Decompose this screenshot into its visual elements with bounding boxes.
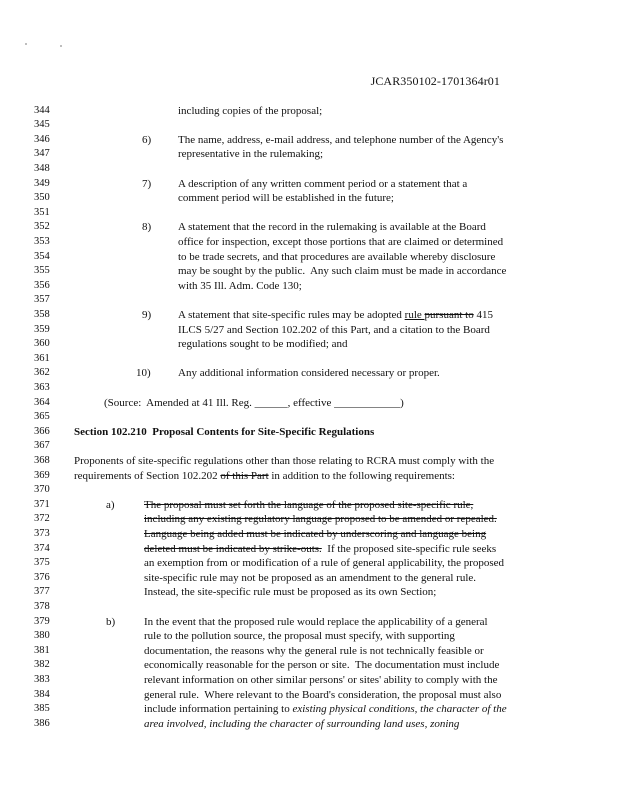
text-line bbox=[144, 703, 507, 715]
text-line bbox=[178, 148, 323, 160]
text-line bbox=[178, 236, 503, 248]
text-segment: including any existing regulatory language proposed to be amended or repealed. bbox=[144, 513, 497, 526]
line-number: 361 bbox=[34, 352, 50, 364]
text-segment: representative in the rulemaking; bbox=[178, 148, 324, 161]
text-segment: office for inspection, except those portions that are claimed or determined bbox=[178, 235, 504, 248]
line-number: 371 bbox=[34, 498, 50, 510]
text-segment: A description of any written comment period or a statement that a bbox=[178, 177, 468, 190]
text-line bbox=[178, 221, 486, 233]
text-line bbox=[144, 645, 484, 657]
text-line bbox=[144, 718, 459, 730]
line-number: 380 bbox=[34, 630, 50, 642]
scan-speck bbox=[25, 43, 27, 45]
text-line bbox=[142, 221, 151, 233]
text-line bbox=[144, 616, 488, 628]
line-number: 376 bbox=[34, 571, 50, 583]
line-number: 360 bbox=[34, 338, 50, 350]
line-number: 379 bbox=[34, 615, 50, 627]
text-line bbox=[178, 134, 503, 146]
text-line bbox=[178, 367, 440, 379]
list-marker: 6) bbox=[142, 133, 152, 146]
text-line bbox=[144, 513, 497, 525]
text-segment: In the event that the proposed rule would replace the applicability of a general bbox=[144, 615, 488, 628]
text-line bbox=[144, 674, 497, 686]
line-number: 366 bbox=[34, 425, 50, 437]
text-segment: The proposal must set forth the language of the proposed site-specific rule, bbox=[144, 498, 474, 511]
text-line bbox=[144, 499, 473, 511]
line-number: 383 bbox=[34, 673, 50, 685]
text-line bbox=[74, 426, 374, 438]
line-number: 344 bbox=[34, 104, 50, 116]
text-segment: rule bbox=[404, 308, 425, 321]
line-number: 377 bbox=[34, 586, 50, 598]
text-segment: deleted must be indicated by strike-outs. bbox=[144, 542, 322, 555]
text-segment: (Source: Amended at 41 Ill. Reg. ______, effective ____________) bbox=[104, 396, 404, 409]
text-segment: 415 bbox=[473, 308, 493, 321]
line-number: 363 bbox=[34, 381, 50, 393]
text-line bbox=[144, 630, 455, 642]
text-line bbox=[178, 178, 467, 190]
line-number: 374 bbox=[34, 542, 50, 554]
line-number: 348 bbox=[34, 162, 50, 174]
scan-speck bbox=[60, 45, 62, 47]
list-marker: 8) bbox=[142, 221, 152, 234]
text-segment: with 35 Ill. Adm. Code 130; bbox=[178, 279, 302, 292]
text-line bbox=[144, 557, 504, 569]
list-marker: 9) bbox=[142, 308, 152, 321]
line-number: 345 bbox=[34, 119, 50, 131]
text-line bbox=[144, 586, 436, 598]
line-number: 382 bbox=[34, 659, 50, 671]
line-number: 351 bbox=[34, 206, 50, 218]
line-number: 385 bbox=[34, 703, 50, 715]
line-number: 358 bbox=[34, 308, 50, 320]
text-segment: economically reasonable for the person or site. The documentation must include bbox=[144, 659, 500, 672]
line-number: 346 bbox=[34, 133, 50, 145]
text-line bbox=[144, 528, 486, 540]
text-line bbox=[144, 659, 499, 671]
text-segment: of this Part bbox=[220, 469, 269, 482]
text-segment: Language being added must be indicated by underscoring and language being bbox=[144, 527, 487, 540]
line-number: 369 bbox=[34, 469, 50, 481]
text-line bbox=[74, 455, 494, 467]
text-segment: requirements of Section 102.202 bbox=[74, 469, 221, 482]
line-number: 352 bbox=[34, 221, 50, 233]
text-segment: include information pertaining to bbox=[144, 703, 293, 716]
text-segment: general rule. Where relevant to the Board's consideration, the proposal must also bbox=[144, 688, 502, 701]
text-segment: documentation, the reasons why the general rule is not technically feasible or bbox=[144, 644, 484, 657]
text-segment: If the proposed site-specific rule seeks bbox=[321, 542, 497, 555]
text-line bbox=[178, 105, 322, 117]
text-segment: Proponents of site-specific regulations other than those relating to RCRA must comply with the bbox=[74, 454, 495, 467]
text-line bbox=[104, 397, 404, 409]
line-number: 353 bbox=[34, 235, 50, 247]
text-segment: pursuant to bbox=[424, 308, 474, 321]
text-segment: site-specific rule may not be proposed as an amendment to the general rule. bbox=[144, 571, 477, 584]
text-segment: A statement that the record in the rulemaking is available at the Board bbox=[178, 221, 486, 234]
text-segment: rule to the pollution source, the proposal must specify, with supporting bbox=[144, 630, 455, 643]
text-line bbox=[74, 470, 455, 482]
list-marker: a) bbox=[106, 498, 115, 511]
text-line bbox=[142, 178, 151, 190]
line-number: 368 bbox=[34, 454, 50, 466]
line-number: 357 bbox=[34, 294, 50, 306]
list-marker: b) bbox=[106, 615, 116, 628]
text-segment: may be sought by the public. Any such claim must be made in accordance bbox=[178, 265, 507, 278]
text-line bbox=[178, 338, 348, 350]
line-number: 356 bbox=[34, 279, 50, 291]
text-line bbox=[142, 309, 151, 321]
text-segment: in addition to the following requirements: bbox=[268, 469, 455, 482]
line-number: 373 bbox=[34, 527, 50, 539]
text-line bbox=[178, 324, 490, 336]
text-line bbox=[142, 134, 151, 146]
line-number: 347 bbox=[34, 148, 50, 160]
document-code: JCAR350102-1701364r01 bbox=[370, 74, 500, 88]
text-line bbox=[178, 309, 493, 321]
list-marker: 7) bbox=[142, 177, 152, 190]
line-number: 372 bbox=[34, 513, 50, 525]
text-line bbox=[178, 251, 495, 263]
text-segment: to be trade secrets, and that procedures are available whereby disclosure bbox=[178, 250, 496, 263]
text-segment: relevant information on other similar persons' or sites' ability to comply with the bbox=[144, 673, 498, 686]
line-number: 359 bbox=[34, 323, 50, 335]
line-number: 354 bbox=[34, 250, 50, 262]
text-line bbox=[106, 616, 115, 628]
text-line bbox=[178, 192, 394, 204]
text-segment: regulations sought to be modified; and bbox=[178, 338, 348, 351]
line-number: 355 bbox=[34, 265, 50, 277]
line-number: 375 bbox=[34, 557, 50, 569]
line-number: 364 bbox=[34, 396, 50, 408]
text-line bbox=[144, 543, 496, 555]
text-segment: The name, address, e-mail address, and telephone number of the Agency's bbox=[178, 133, 504, 146]
text-segment: including copies of the proposal; bbox=[178, 104, 323, 117]
line-number: 378 bbox=[34, 600, 50, 612]
text-line bbox=[106, 499, 115, 511]
line-number: 384 bbox=[34, 688, 50, 700]
line-number: 381 bbox=[34, 644, 50, 656]
text-segment: Any additional information considered necessary or proper. bbox=[178, 367, 440, 380]
text-line bbox=[144, 572, 476, 584]
text-segment: ILCS 5/27 and Section 102.202 of this Part, and a citation to the Board bbox=[178, 323, 490, 336]
line-number: 365 bbox=[34, 411, 50, 423]
text-segment: area involved, including the character of surrounding land uses, zoning bbox=[144, 717, 460, 730]
text-segment: Section 102.210 Proposal Contents for Site-Specific Regulations bbox=[74, 425, 375, 438]
text-line bbox=[136, 367, 151, 379]
line-number: 349 bbox=[34, 177, 50, 189]
text-segment: existing physical conditions, the character of the bbox=[292, 703, 507, 716]
text-line bbox=[144, 689, 501, 701]
text-segment: comment period will be established in the future; bbox=[178, 192, 394, 205]
text-line bbox=[178, 280, 302, 292]
list-marker: 10) bbox=[136, 367, 151, 380]
text-segment: Instead, the site-specific rule must be proposed as its own Section; bbox=[144, 586, 437, 599]
line-number: 362 bbox=[34, 367, 50, 379]
line-number: 367 bbox=[34, 440, 50, 452]
line-number: 386 bbox=[34, 717, 50, 729]
line-number: 370 bbox=[34, 484, 50, 496]
line-number: 350 bbox=[34, 192, 50, 204]
text-segment: A statement that site-specific rules may be adopted bbox=[178, 308, 405, 321]
text-segment: an exemption from or modification of a rule of general applicability, the proposed bbox=[144, 557, 505, 570]
text-line bbox=[178, 265, 506, 277]
